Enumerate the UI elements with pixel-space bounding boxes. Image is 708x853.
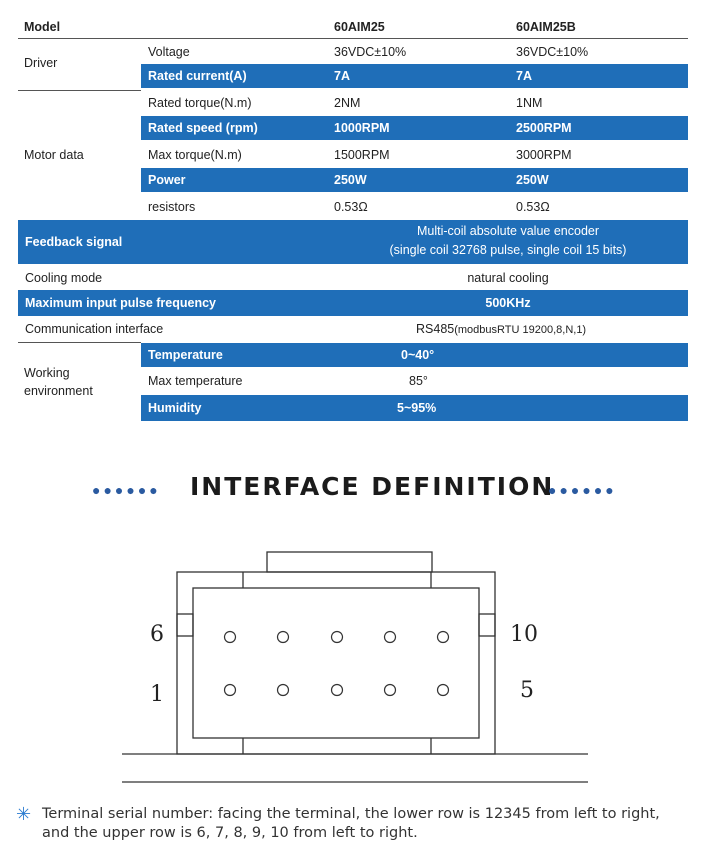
value-rated-speed-2: 2500RPM — [516, 121, 572, 135]
row-max-temperature — [18, 369, 688, 393]
feedback-line1: Multi-coil absolute value encoder — [416, 224, 600, 238]
param-power: Power — [148, 173, 186, 187]
cooling-value: natural cooling — [467, 271, 549, 285]
row-comm — [18, 316, 688, 342]
header-col2: 60AIM25B — [516, 20, 576, 34]
header-model-label: Model — [24, 20, 61, 34]
comm-value — [416, 322, 586, 336]
row-rated-torque — [18, 90, 688, 116]
value-power-1: 250W — [334, 173, 367, 187]
value-voltage-1: 36VDC±10% — [334, 45, 407, 59]
pin-label-1: 1 — [150, 682, 164, 707]
value-max-torque-2: 3000RPM — [516, 148, 572, 162]
row-temperature — [141, 343, 688, 367]
value-rated-speed-1: 1000RPM — [334, 121, 390, 135]
divider — [18, 342, 141, 343]
connector-latch — [267, 552, 432, 572]
pulse-value: 500KHz — [485, 296, 531, 310]
cooling-label: Cooling mode — [25, 271, 103, 285]
connector-diagram — [0, 540, 708, 800]
terminal-note: Terminal serial number: facing the terminal, the lower row is 12345 from left to right, and the upper row is 6, 7, 8, 9, 10 from left to right. — [42, 806, 660, 841]
row-pulse — [18, 290, 688, 316]
value-voltage-2: 36VDC±10% — [516, 45, 589, 59]
row-max-torque — [18, 142, 688, 168]
value-power-2: 250W — [516, 173, 549, 187]
row-cooling — [18, 266, 688, 290]
asterisk-icon: ✳ — [16, 804, 32, 824]
group-motor: Motor data — [24, 148, 84, 162]
value-rated-torque-2: 1NM — [516, 96, 543, 110]
comm-value-small: (modbusRTU 19200,8,N,1) — [454, 324, 587, 336]
value-rated-current-2: 7A — [516, 69, 532, 83]
lower-pin-row — [225, 685, 449, 696]
value-rated-torque-1: 2NM — [334, 96, 361, 110]
param-temperature: Temperature — [148, 348, 223, 362]
row-rated-current — [141, 64, 688, 88]
feedback-line2: (single coil 32768 pulse, single coil 15 bits) — [389, 243, 627, 257]
param-rated-torque: Rated torque(N.m) — [148, 96, 252, 110]
param-rated-speed: Rated speed (rpm) — [148, 121, 258, 135]
param-voltage: Voltage — [148, 45, 190, 59]
value-temperature: 0~40° — [401, 348, 435, 362]
env-group-line1: Working — [24, 366, 70, 380]
comm-value-main: RS485 — [416, 322, 455, 336]
comm-label: Communication interface — [25, 322, 164, 336]
row-rated-speed — [141, 116, 688, 140]
param-max-torque: Max torque(N.m) — [148, 148, 242, 162]
feedback-label: Feedback signal — [25, 235, 123, 249]
pin-label-10: 10 — [510, 622, 538, 647]
pin-label-5: 5 — [520, 678, 534, 703]
value-max-torque-1: 1500RPM — [334, 148, 390, 162]
row-voltage — [18, 40, 688, 64]
connector-body — [193, 588, 479, 738]
param-humidity: Humidity — [148, 401, 202, 415]
pulse-label: Maximum input pulse frequency — [25, 296, 217, 310]
param-rated-current: Rated current(A) — [148, 69, 247, 83]
row-resistors — [18, 194, 688, 220]
value-humidity: 5~95% — [397, 401, 437, 415]
env-group-line2: environment — [24, 384, 93, 398]
header-col1: 60AIM25 — [334, 20, 385, 34]
value-max-temperature: 85° — [409, 374, 428, 388]
row-feedback — [18, 220, 688, 264]
value-resistors-1: 0.53Ω — [334, 200, 368, 214]
value-resistors-2: 0.53Ω — [516, 200, 550, 214]
connector-housing — [177, 572, 495, 754]
group-driver: Driver — [24, 56, 58, 70]
param-resistors: resistors — [148, 200, 196, 214]
row-humidity — [141, 395, 688, 421]
row-power — [141, 168, 688, 192]
section-title: INTERFACE DEFINITION — [190, 472, 555, 501]
decor-dots-right: ●●●●●● — [548, 482, 617, 498]
value-rated-current-1: 7A — [334, 69, 350, 83]
upper-pin-row — [225, 632, 449, 643]
param-max-temperature: Max temperature — [148, 374, 243, 388]
pin-label-6: 6 — [150, 622, 164, 647]
divider — [18, 38, 688, 39]
decor-dots-left: ●●●●●● — [92, 482, 161, 498]
